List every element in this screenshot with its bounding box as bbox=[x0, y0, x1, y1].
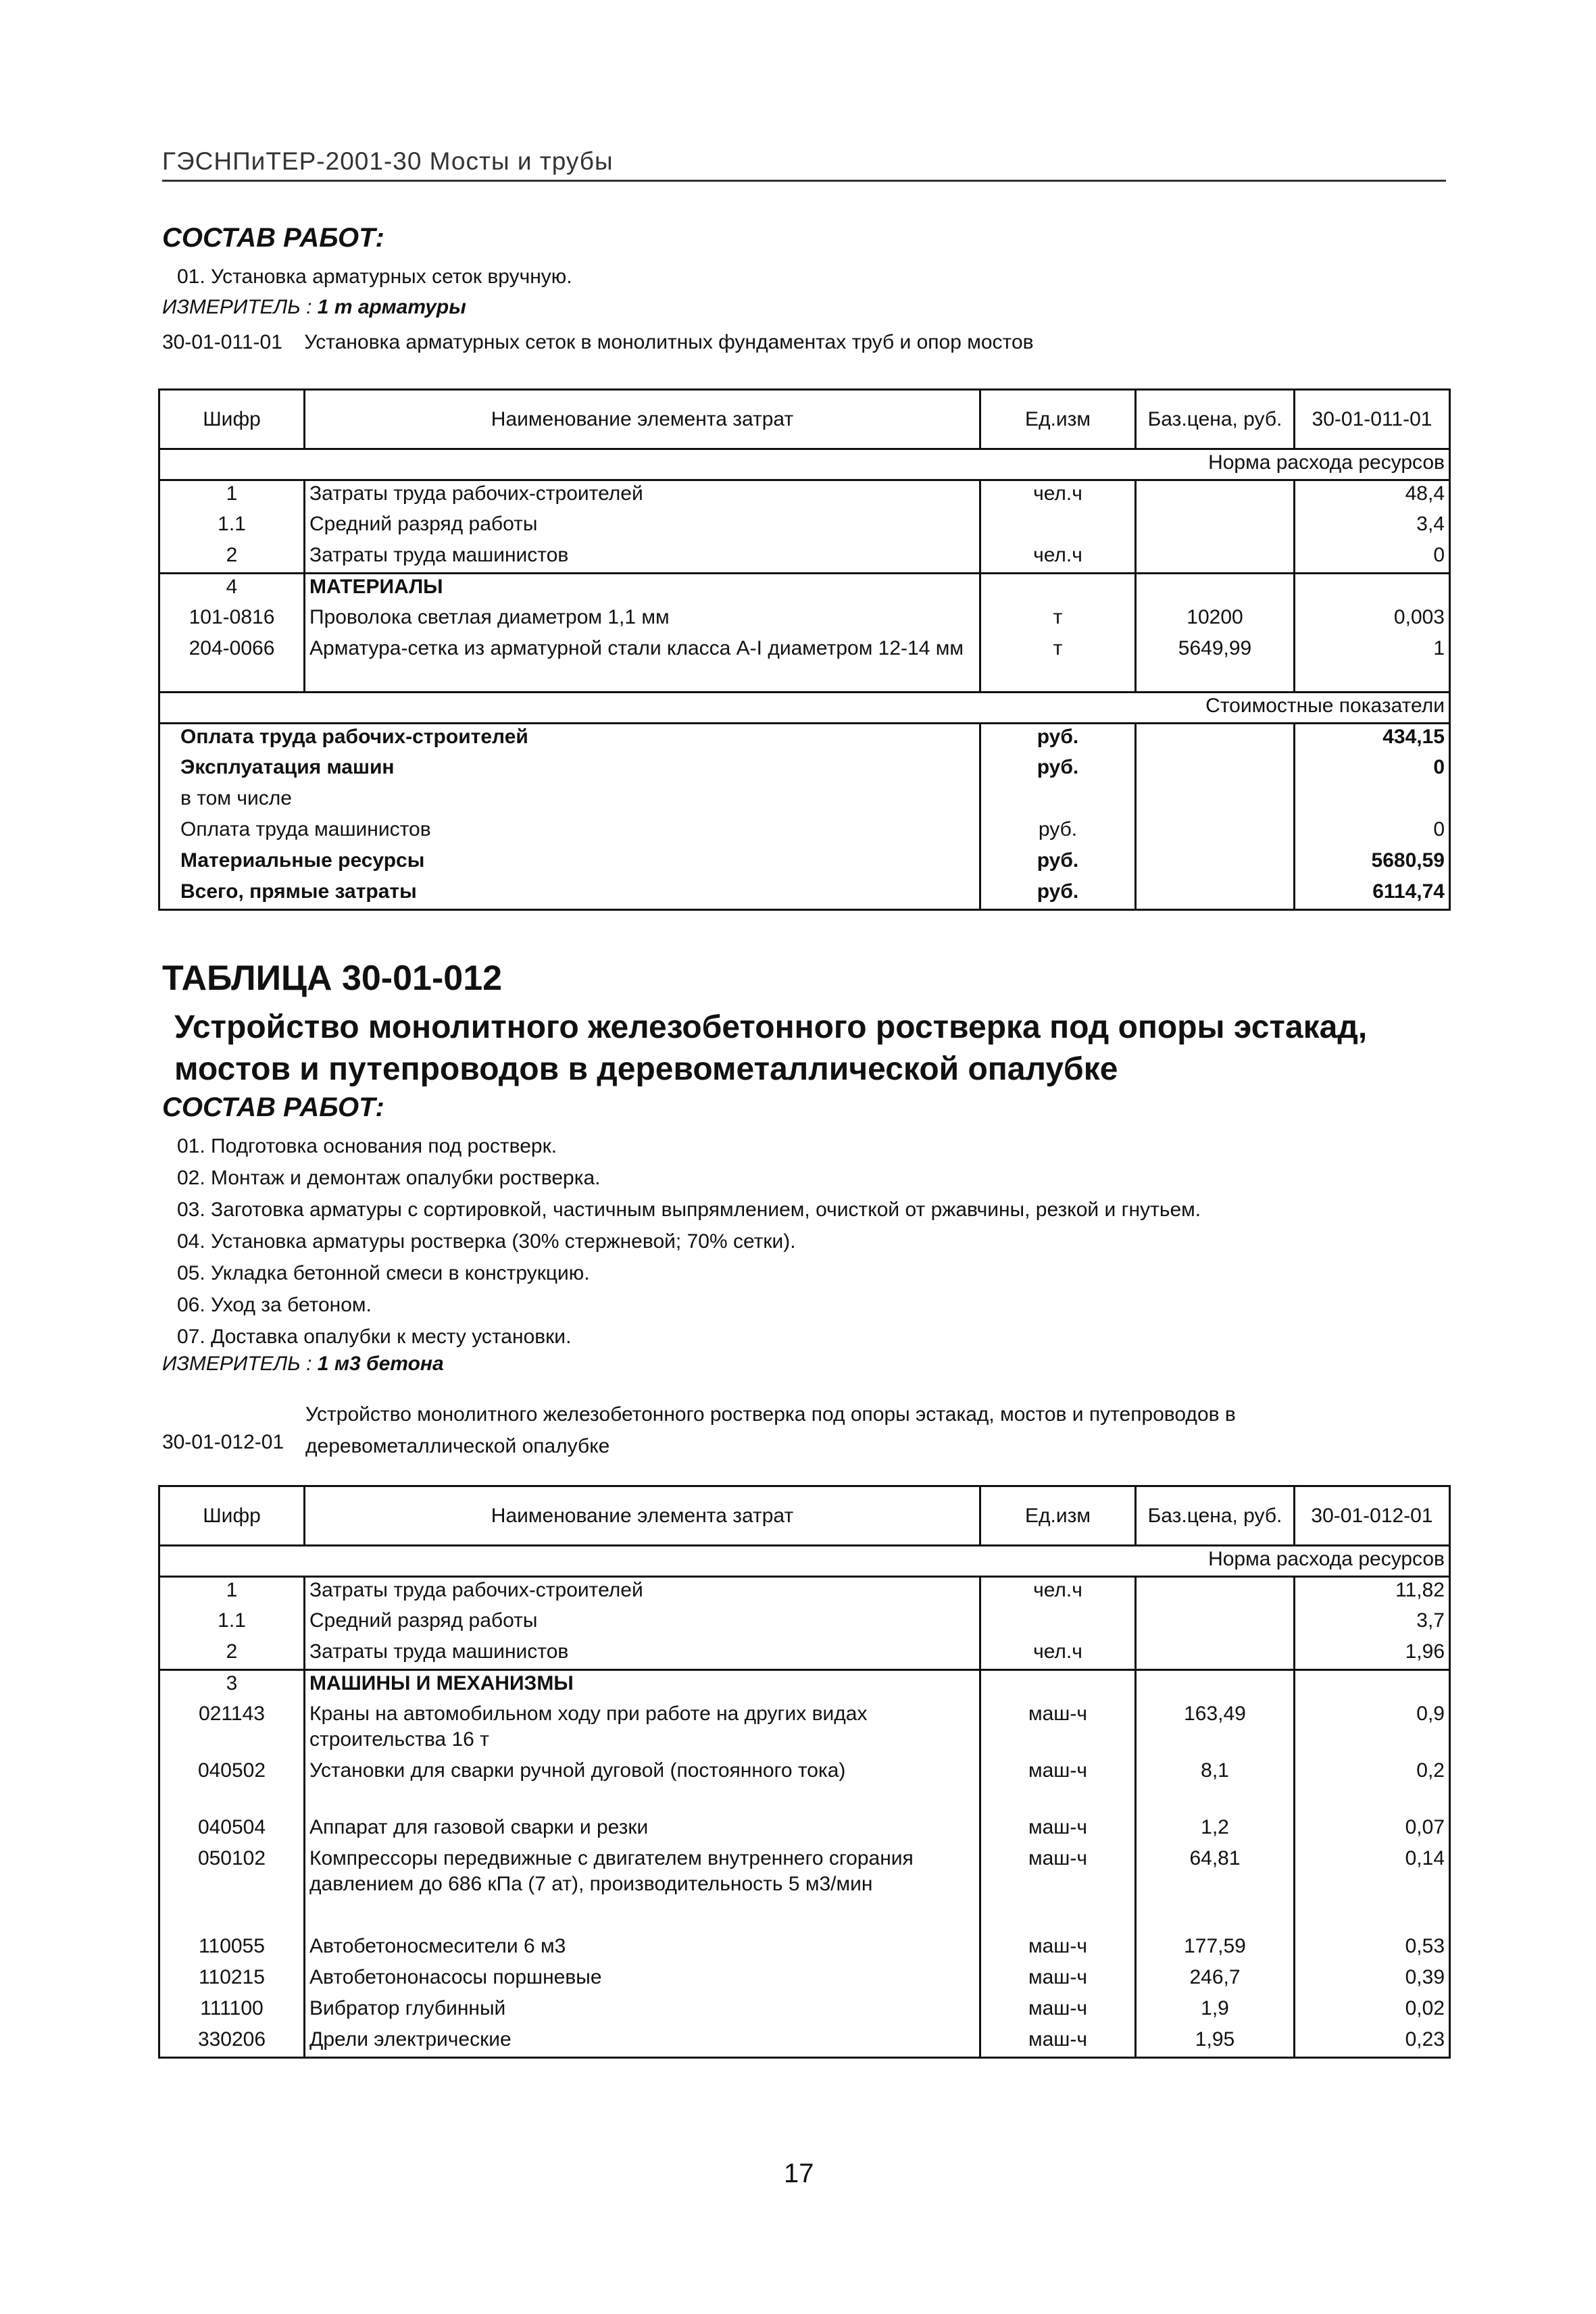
row-value: 0,53 bbox=[1295, 1934, 1450, 1965]
row-code: 110215 bbox=[159, 1965, 305, 1996]
work-item: 02. Монтаж и демонтаж опалубки ростверка. bbox=[177, 1167, 601, 1189]
row-unit: т bbox=[980, 636, 1136, 693]
meter-label: ИЗМЕРИТЕЛЬ : bbox=[162, 1353, 312, 1375]
table-row bbox=[159, 1670, 1450, 1701]
summary-empty bbox=[1136, 848, 1295, 879]
summary-value: 6114,74 bbox=[1295, 879, 1450, 910]
row-code: 204-0066 bbox=[159, 636, 305, 693]
header-cell: Наименование элемента затрат bbox=[305, 1486, 980, 1546]
row-value: 1 bbox=[1295, 636, 1450, 693]
row-name: Вибратор глубинный bbox=[305, 1996, 980, 2027]
work-item: 01. Подготовка основания под ростверк. bbox=[177, 1135, 557, 1157]
summary-value: 434,15 bbox=[1295, 724, 1450, 755]
summary-unit: руб. bbox=[980, 724, 1136, 755]
header-cell: 30-01-011-01 bbox=[1295, 390, 1450, 449]
summary-value: 0 bbox=[1295, 817, 1450, 848]
row-unit: чел.ч bbox=[980, 480, 1136, 511]
summary-unit: руб. bbox=[980, 879, 1136, 910]
row-code: 050102 bbox=[159, 1846, 305, 1934]
norm-code: 30-01-011-01 bbox=[162, 331, 282, 353]
row-price: 64,81 bbox=[1136, 1846, 1295, 1934]
row-value: 11,82 bbox=[1295, 1577, 1450, 1608]
row-name: МАТЕРИАЛЫ bbox=[305, 574, 980, 605]
row-price: 1,2 bbox=[1136, 1815, 1295, 1846]
header-cell: Ед.изм bbox=[980, 390, 1136, 449]
work-item: 01. Установка арматурных сеток вручную. bbox=[177, 266, 572, 288]
row-unit bbox=[980, 574, 1136, 605]
summary-unit bbox=[980, 786, 1136, 817]
row-name: Краны на автомобильном ходу при работе на других видах строительства 16 т bbox=[305, 1701, 980, 1758]
table-row bbox=[159, 480, 1450, 511]
row-value: 3,7 bbox=[1295, 1608, 1450, 1639]
row-price: 177,59 bbox=[1136, 1934, 1295, 1965]
norm-description: Установка арматурных сеток в монолитных фундаментах труб и опор мостов bbox=[304, 331, 1034, 353]
norm-table-1 bbox=[158, 388, 1451, 911]
header-cell: 30-01-012-01 bbox=[1295, 1486, 1450, 1546]
row-price bbox=[1136, 480, 1295, 511]
row-price: 1,9 bbox=[1136, 1996, 1295, 2027]
table-row bbox=[159, 574, 1450, 605]
norm-code-2: 30-01-012-01 bbox=[162, 1431, 284, 1453]
row-price: 8,1 bbox=[1136, 1758, 1295, 1815]
row-code: 3 bbox=[159, 1670, 305, 1701]
row-unit: маш-ч bbox=[980, 1758, 1136, 1815]
summary-label: в том числе bbox=[159, 786, 980, 817]
table-row bbox=[159, 1996, 1450, 2027]
composition-title-1: СОСТАВ РАБОТ: bbox=[162, 223, 384, 253]
row-unit: маш-ч bbox=[980, 1701, 1136, 1758]
row-price bbox=[1136, 543, 1295, 574]
row-code: 1.1 bbox=[159, 1608, 305, 1639]
summary-row bbox=[159, 817, 1450, 848]
meter-value: 1 т арматуры bbox=[317, 296, 466, 318]
row-price: 246,7 bbox=[1136, 1965, 1295, 1996]
row-name: Дрели электрические bbox=[305, 2027, 980, 2058]
header-cell: Наименование элемента затрат bbox=[305, 390, 980, 449]
norm-table-2 bbox=[158, 1485, 1451, 2059]
norm-caption: Норма расхода ресурсов bbox=[159, 1546, 1450, 1577]
row-code: 1 bbox=[159, 480, 305, 511]
summary-label: Всего, прямые затраты bbox=[159, 879, 980, 910]
table-row bbox=[159, 543, 1450, 574]
row-code: 1 bbox=[159, 1577, 305, 1608]
work-item: 04. Установка арматуры ростверка (30% стержневой; 70% сетки). bbox=[177, 1230, 796, 1253]
row-code: 2 bbox=[159, 1639, 305, 1670]
row-name: Арматура-сетка из арматурной стали класса А-I диаметром 12-14 мм bbox=[305, 636, 980, 693]
header-cell: Шифр bbox=[159, 1486, 305, 1546]
row-price bbox=[1136, 574, 1295, 605]
header-rule bbox=[162, 180, 1446, 182]
row-name: Затраты труда машинистов bbox=[305, 543, 980, 574]
row-name: Установки для сварки ручной дуговой (постоянного тока) bbox=[305, 1758, 980, 1815]
row-price bbox=[1136, 1608, 1295, 1639]
row-name: Компрессоры передвижные с двигателем внутреннего сгорания давлением до 686 кПа (7 ат), производительность 5 м3/мин bbox=[305, 1846, 980, 1934]
row-unit: маш-ч bbox=[980, 2027, 1136, 2058]
running-header: ГЭСНПиТЕР-2001-30 Мосты и трубы bbox=[162, 147, 614, 175]
norm-caption-row bbox=[159, 449, 1450, 480]
table-header-row bbox=[159, 1486, 1450, 1546]
code-line-1 bbox=[162, 331, 1034, 354]
row-price bbox=[1136, 1670, 1295, 1701]
table-row bbox=[159, 511, 1450, 543]
table-row bbox=[159, 636, 1450, 693]
row-value: 0,23 bbox=[1295, 2027, 1450, 2058]
summary-empty bbox=[1136, 755, 1295, 786]
row-unit: маш-ч bbox=[980, 1965, 1136, 1996]
table-row bbox=[159, 1846, 1450, 1934]
row-code: 1.1 bbox=[159, 511, 305, 543]
row-unit: чел.ч bbox=[980, 1639, 1136, 1670]
row-unit: чел.ч bbox=[980, 1577, 1136, 1608]
norm-description-2: Устройство монолитного железобетонного ростверка под опоры эстакад, мостов и путепроводов в деревометаллической опалубке bbox=[305, 1403, 1236, 1457]
row-value: 0,14 bbox=[1295, 1846, 1450, 1934]
summary-label: Оплата труда машинистов bbox=[159, 817, 980, 848]
summary-empty bbox=[1136, 786, 1295, 817]
row-price: 1,95 bbox=[1136, 2027, 1295, 2058]
summary-row bbox=[159, 755, 1450, 786]
row-unit: маш-ч bbox=[980, 1846, 1136, 1934]
table-row bbox=[159, 1934, 1450, 1965]
row-code: 021143 bbox=[159, 1701, 305, 1758]
summary-row bbox=[159, 848, 1450, 879]
summary-unit: руб. bbox=[980, 817, 1136, 848]
summary-label: Эксплуатация машин bbox=[159, 755, 980, 786]
row-price: 10200 bbox=[1136, 605, 1295, 636]
row-value: 1,96 bbox=[1295, 1639, 1450, 1670]
row-code: 040504 bbox=[159, 1815, 305, 1846]
row-name: МАШИНЫ И МЕХАНИЗМЫ bbox=[305, 1670, 980, 1701]
row-price bbox=[1136, 1639, 1295, 1670]
row-name: Автобетононасосы поршневые bbox=[305, 1965, 980, 1996]
row-price bbox=[1136, 1577, 1295, 1608]
cost-caption-row bbox=[159, 693, 1450, 724]
header-cell: Баз.цена, руб. bbox=[1136, 390, 1295, 449]
header-cell: Шифр bbox=[159, 390, 305, 449]
row-unit: маш-ч bbox=[980, 1934, 1136, 1965]
row-code: 4 bbox=[159, 574, 305, 605]
row-value: 0,07 bbox=[1295, 1815, 1450, 1846]
composition-title-2: СОСТАВ РАБОТ: bbox=[162, 1092, 384, 1122]
row-value: 0,2 bbox=[1295, 1758, 1450, 1815]
summary-row bbox=[159, 879, 1450, 910]
table-row bbox=[159, 1577, 1450, 1608]
row-unit: т bbox=[980, 605, 1136, 636]
row-price bbox=[1136, 511, 1295, 543]
header-cell: Ед.изм bbox=[980, 1486, 1136, 1546]
table-row bbox=[159, 1815, 1450, 1846]
row-value: 0 bbox=[1295, 543, 1450, 574]
row-unit: маш-ч bbox=[980, 1815, 1136, 1846]
cost-caption: Стоимостные показатели bbox=[159, 693, 1450, 724]
row-code: 330206 bbox=[159, 2027, 305, 2058]
table-row bbox=[159, 605, 1450, 636]
row-unit: маш-ч bbox=[980, 1996, 1136, 2027]
row-value: 0,9 bbox=[1295, 1701, 1450, 1758]
norm-caption: Норма расхода ресурсов bbox=[159, 449, 1450, 480]
summary-row bbox=[159, 724, 1450, 755]
row-unit: чел.ч bbox=[980, 543, 1136, 574]
work-item: 03. Заготовка арматуры с сортировкой, частичным выпрямлением, очисткой от ржавчины, резкой и гнутьем. bbox=[177, 1199, 1201, 1221]
row-unit bbox=[980, 511, 1136, 543]
work-item: 06. Уход за бетоном. bbox=[177, 1294, 372, 1316]
row-code: 2 bbox=[159, 543, 305, 574]
row-value: 0,39 bbox=[1295, 1965, 1450, 1996]
row-price: 5649,99 bbox=[1136, 636, 1295, 693]
row-name: Затраты труда рабочих-строителей bbox=[305, 1577, 980, 1608]
table-title: ТАБЛИЦА 30-01-012 bbox=[162, 959, 503, 998]
work-item: 07. Доставка опалубки к месту установки. bbox=[177, 1326, 572, 1348]
table-row bbox=[159, 1608, 1450, 1639]
row-name: Затраты труда машинистов bbox=[305, 1639, 980, 1670]
row-price: 163,49 bbox=[1136, 1701, 1295, 1758]
page-number: 17 bbox=[784, 2159, 814, 2188]
meter-line-1 bbox=[162, 296, 466, 319]
meter-label: ИЗМЕРИТЕЛЬ : bbox=[162, 296, 312, 318]
row-name: Средний разряд работы bbox=[305, 511, 980, 543]
table-row bbox=[159, 1701, 1450, 1758]
summary-row bbox=[159, 786, 1450, 817]
row-unit bbox=[980, 1670, 1136, 1701]
summary-value bbox=[1295, 786, 1450, 817]
row-code: 111100 bbox=[159, 1996, 305, 2027]
summary-unit: руб. bbox=[980, 755, 1136, 786]
row-name: Проволока светлая диаметром 1,1 мм bbox=[305, 605, 980, 636]
row-name: Автобетоносмесители 6 м3 bbox=[305, 1934, 980, 1965]
row-value: 0,02 bbox=[1295, 1996, 1450, 2027]
row-value: 48,4 bbox=[1295, 480, 1450, 511]
header-cell: Баз.цена, руб. bbox=[1136, 1486, 1295, 1546]
table-row bbox=[159, 1639, 1450, 1670]
row-name: Средний разряд работы bbox=[305, 1608, 980, 1639]
table-row bbox=[159, 1965, 1450, 1996]
row-value: 0,003 bbox=[1295, 605, 1450, 636]
row-value bbox=[1295, 1670, 1450, 1701]
table-row bbox=[159, 1758, 1450, 1815]
table-header-row bbox=[159, 390, 1450, 449]
row-name: Аппарат для газовой сварки и резки bbox=[305, 1815, 980, 1846]
table-description: Устройство монолитного железобетонного ростверка под опоры эстакад, мостов и путепроводов в деревометаллической опалубке bbox=[174, 1009, 1368, 1087]
meter-value: 1 м3 бетона bbox=[317, 1353, 444, 1375]
summary-label: Оплата труда рабочих-строителей bbox=[159, 724, 980, 755]
summary-empty bbox=[1136, 724, 1295, 755]
summary-value: 0 bbox=[1295, 755, 1450, 786]
table-row bbox=[159, 2027, 1450, 2058]
summary-empty bbox=[1136, 879, 1295, 910]
meter-line-2 bbox=[162, 1353, 444, 1376]
row-name: Затраты труда рабочих-строителей bbox=[305, 480, 980, 511]
summary-value: 5680,59 bbox=[1295, 848, 1450, 879]
summary-empty bbox=[1136, 817, 1295, 848]
norm-caption-row bbox=[159, 1546, 1450, 1577]
summary-label: Материальные ресурсы bbox=[159, 848, 980, 879]
work-item: 05. Укладка бетонной смеси в конструкцию. bbox=[177, 1262, 590, 1284]
summary-unit: руб. bbox=[980, 848, 1136, 879]
row-value: 3,4 bbox=[1295, 511, 1450, 543]
row-code: 101-0816 bbox=[159, 605, 305, 636]
row-value bbox=[1295, 574, 1450, 605]
row-code: 040502 bbox=[159, 1758, 305, 1815]
row-code: 110055 bbox=[159, 1934, 305, 1965]
row-unit bbox=[980, 1608, 1136, 1639]
